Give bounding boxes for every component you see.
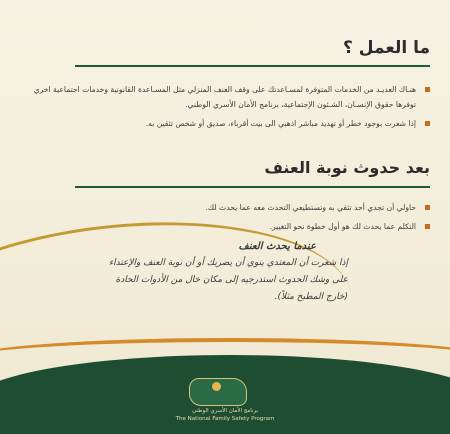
callout-title: عندما يحدث العنف [238,241,316,252]
callout-body: إذا شعرت أن المعتدي ينوي أن يضربك أو أن نوبة العنف والإعتداء على وشك الحدوث استدرجيه إلى مكان خال من الأدوات الحادة (خارج المطبخ مثلاً). [108,258,348,302]
list-item: هنـاك العديـد من الخدمات المتوفرة لمسـاعدتك على وقف العنف المنزلي مثل المسـاعدة القانونية وخدمات اجتماعية اخري توفرها حقوق الإنسـان، الشـئون الإجتماعية، برنامج الأمان الأسري الوطني. [30,82,430,112]
org-name-arabic: برنامج الأمان الأسري الوطني [191,408,259,414]
list-item: إذا شعرت بوجود خطر أو تهديد مباشر اذهبي الى بيت أقرباء، صديق أو شخص تثقين به. [30,116,430,131]
list-item: حاولي أن تجدي أحد تثقي به وتستطيعي التحدث معه عما يحدث لك. [30,200,430,215]
org-name-english: The National Family Safety Program [175,416,275,422]
section2-title: بعد حدوث نوبة العنف [264,158,430,177]
section2-divider [75,186,430,188]
section1-list [30,82,430,135]
section1-title: ما العمل ؟ [343,38,430,58]
callout-quote [108,238,348,306]
logo-caption [160,407,290,423]
list-item: التكلم عما يحدث لك هو أول خطوة نحو التغيير. [30,219,430,234]
program-logo [189,378,247,406]
section1-divider [75,65,430,67]
logo-sun-icon [212,382,221,391]
